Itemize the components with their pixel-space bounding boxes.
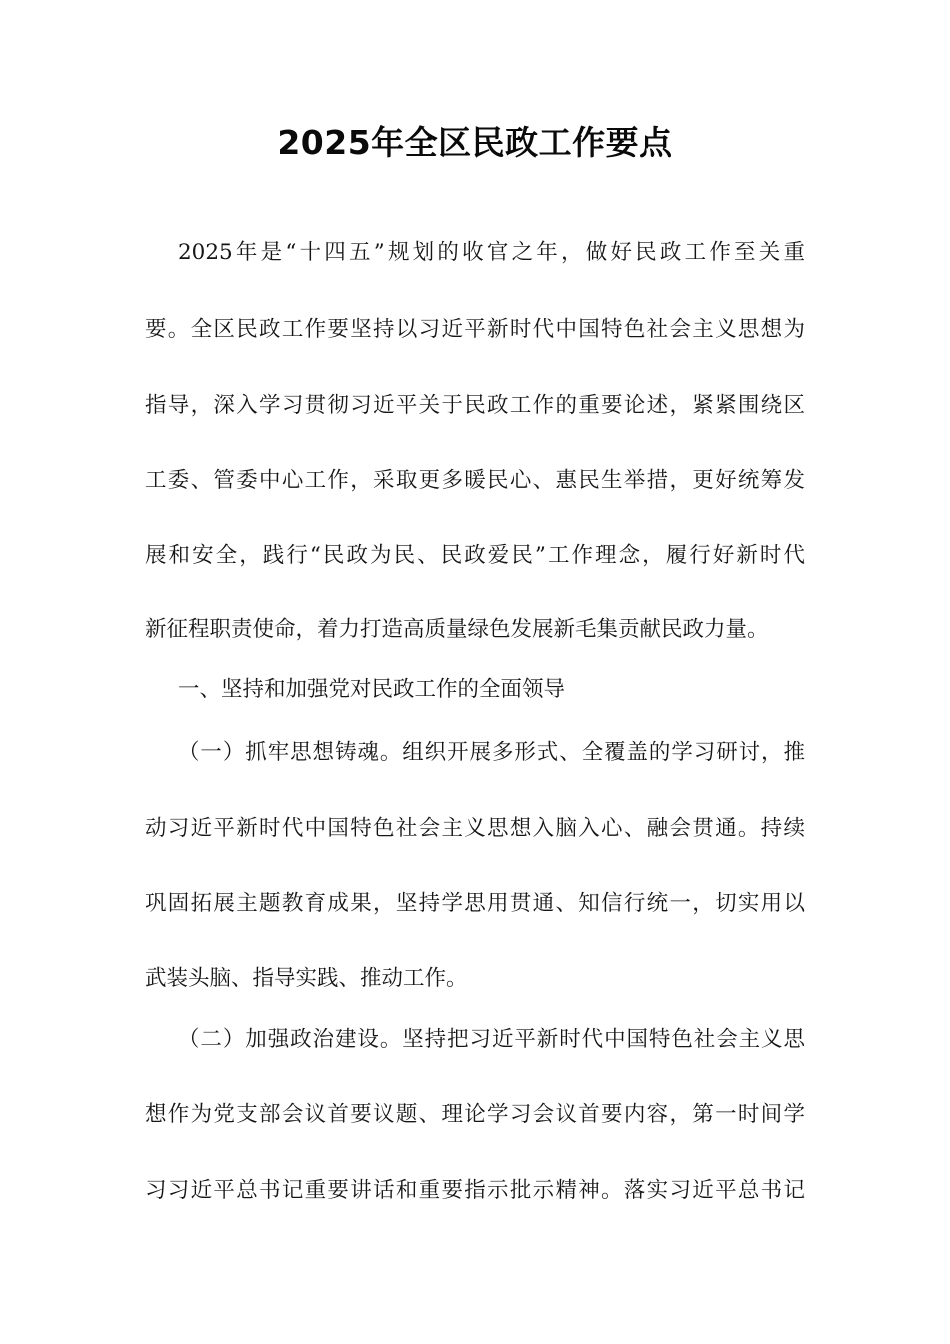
paragraph-line: 要。全区民政工作要坚持以习近平新时代中国特色社会主义思想为 (145, 317, 805, 342)
paragraph-line: 新征程职责使命，着力打造高质量绿色发展新毛集贡献民政力量。 (145, 617, 769, 642)
paragraph-line: 2025年是“十四五”规划的收官之年，做好民政工作至关重 (178, 240, 805, 265)
document-title: 2025年全区民政工作要点 (277, 123, 673, 162)
section-heading: 一、坚持和加强党对民政工作的全面领导 (178, 677, 566, 702)
paragraph-line: 展和安全，践行“民政为民、民政爱民”工作理念，履行好新时代 (145, 543, 805, 568)
paragraph-line: 巩固拓展主题教育成果，坚持学思用贯通、知信行统一，切实用以 (145, 891, 805, 916)
paragraph-line: 动习近平新时代中国特色社会主义思想入脑入心、融会贯通。持续 (145, 816, 805, 841)
paragraph-line: 工委、管委中心工作，采取更多暖民心、惠民生举措，更好统筹发 (145, 468, 805, 493)
paragraph-line: （二）加强政治建设。坚持把习近平新时代中国特色社会主义思 (178, 1027, 805, 1052)
paragraph-line: 指导，深入学习贯彻习近平关于民政工作的重要论述，紧紧围绕区 (145, 393, 805, 418)
paragraph-line: 想作为党支部会议首要议题、理论学习会议首要内容，第一时间学 (145, 1102, 805, 1127)
paragraph-line: 习习近平总书记重要讲话和重要指示批示精神。落实习近平总书记 (145, 1178, 805, 1203)
paragraph-line: （一）抓牢思想铸魂。组织开展多形式、全覆盖的学习研讨，推 (178, 740, 805, 765)
paragraph-line: 武装头脑、指导实践、推动工作。 (145, 966, 468, 991)
